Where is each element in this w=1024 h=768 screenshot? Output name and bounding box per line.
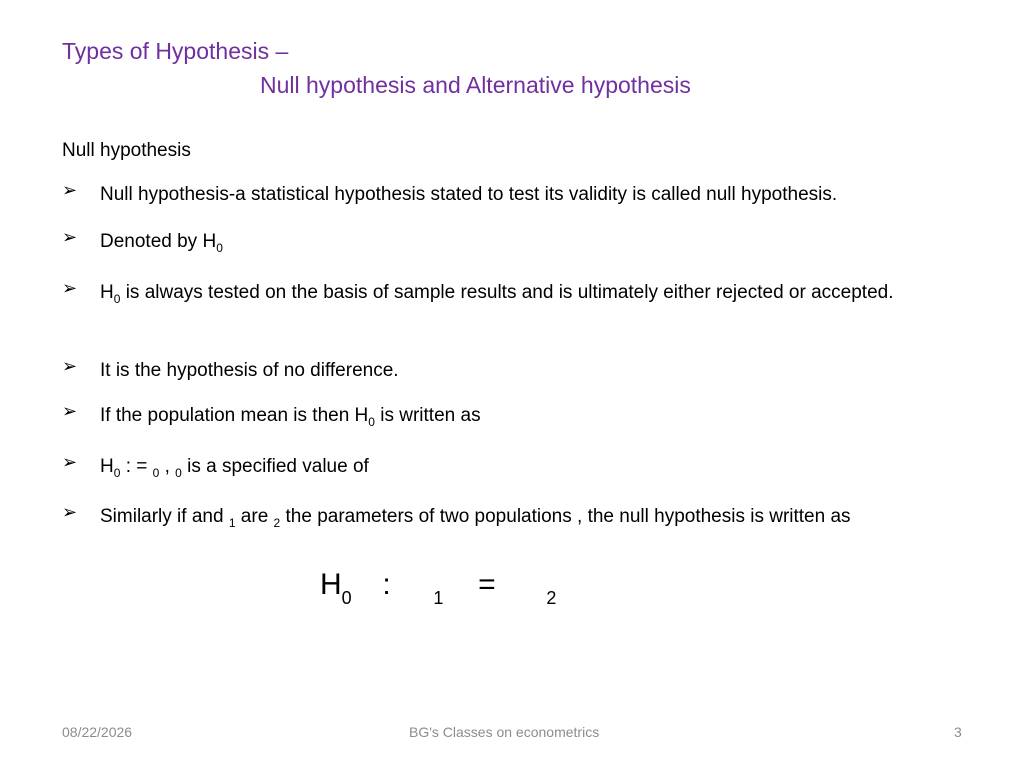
equation-sub0: 0 [341, 588, 352, 608]
bullet-text: $H_0$ : = $_0$ , $_0$ is a specified value of [100, 456, 369, 480]
equation-colon: : [382, 568, 391, 601]
arrow-bullet-icon: ➢ [62, 452, 78, 472]
footer-date: 08/22/2026 [62, 724, 133, 740]
equation-equals: = [478, 568, 496, 601]
equation-H: H [320, 568, 342, 601]
arrow-bullet-icon: ➢ [62, 278, 78, 298]
bullet-text: It is the hypothesis of no difference. [100, 360, 399, 381]
arrow-bullet-icon: ➢ [62, 356, 78, 376]
arrow-bullet-icon: ➢ [62, 180, 78, 200]
arrow-bullet-icon: ➢ [62, 502, 78, 522]
footer-page-number: 3 [954, 724, 962, 740]
null-hypothesis-equation [320, 568, 557, 608]
equation-sub1: 1 [433, 588, 444, 608]
bullet-text: If the population mean is then $H_0$ is written as [100, 405, 481, 429]
slide-title-line1: Types of Hypothesis – [62, 38, 289, 64]
bullet-text: Denoted by $H_0$ [100, 231, 223, 255]
bullet-text: $H_0$ is always tested on the basis of sample results and is ultimately either rejected or accepted. [100, 282, 894, 306]
equation-sub2: 2 [546, 588, 557, 608]
section-heading: Null hypothesis [62, 140, 191, 161]
arrow-bullet-icon: ➢ [62, 401, 78, 421]
bullet-text: Similarly if and $_1$ are $_2$ the parameters of two populations , the null hypothesis is written as [100, 506, 851, 530]
slide-title-line2: Null hypothesis and Alternative hypothesis [260, 72, 691, 98]
bullet-text: Null hypothesis-a statistical hypothesis stated to test its validity is called null hypothesis. [100, 184, 838, 205]
arrow-bullet-icon: ➢ [62, 227, 78, 247]
footer-center-text: BG's Classes on econometrics [409, 724, 600, 740]
